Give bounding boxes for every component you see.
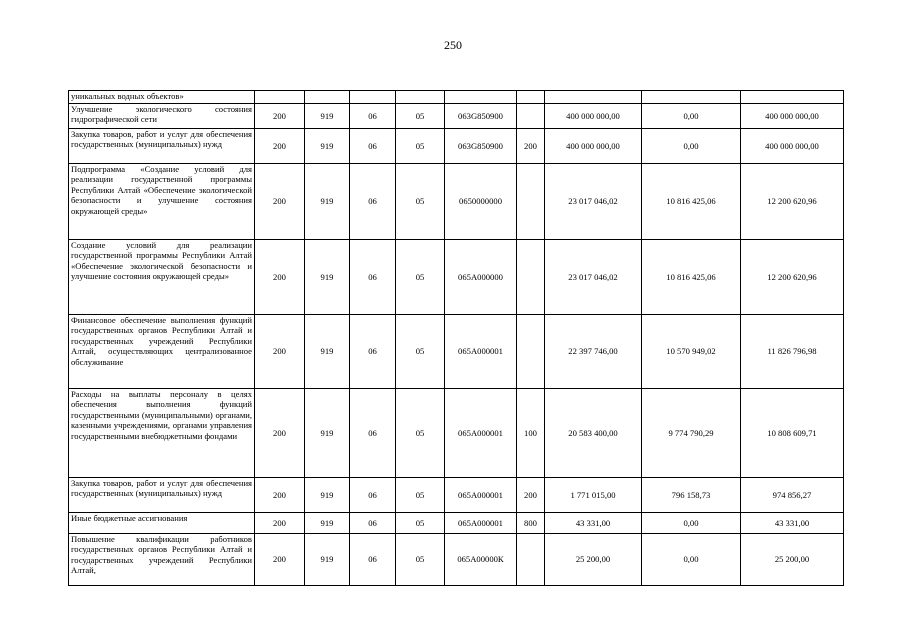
amount-total-cell: 400 000 000,00 — [545, 104, 642, 129]
section-code-cell: 06 — [350, 104, 396, 129]
row-description: уникальных водных объектов» — [69, 91, 255, 104]
expense-type-cell — [517, 164, 545, 240]
amount-total-cell: 1 771 015,00 — [545, 478, 642, 513]
subsection-code-cell: 05 — [396, 129, 445, 164]
target-article-cell: 0650000000 — [445, 164, 517, 240]
table-row — [69, 513, 844, 534]
amount-total-cell: 400 000 000,00 — [545, 129, 642, 164]
amount-remaining-cell: 10 808 609,71 — [741, 389, 844, 478]
target-article-cell: 063G850900 — [445, 104, 517, 129]
row-description: Подпрограмма «Создание условий для реализации государственной программы Республики Алтай «Обеспечение экологической безопасности и улучшение состояния окружающей среды» — [69, 164, 255, 240]
grbs-cell: 200 — [255, 129, 305, 164]
expense-type-cell: 100 — [517, 389, 545, 478]
subsection-code-cell: 05 — [396, 104, 445, 129]
amount-executed-cell: 10 816 425,06 — [642, 164, 741, 240]
target-article-cell: 065А000000 — [445, 240, 517, 315]
grbs-cell: 200 — [255, 315, 305, 389]
amount-total-cell: 22 397 746,00 — [545, 315, 642, 389]
amount-remaining-cell: 25 200,00 — [741, 534, 844, 586]
subsection-code-cell: 05 — [396, 389, 445, 478]
row-description: Расходы на выплаты персоналу в целях обеспечения выполнения функций государственными (муниципальными) органами, казенными учреждениями, органами управления государственными внебюджетными фондами — [69, 389, 255, 478]
table-row — [69, 478, 844, 513]
amount-remaining-cell: 400 000 000,00 — [741, 104, 844, 129]
expense-type-cell: 200 — [517, 478, 545, 513]
amount-executed-cell — [642, 91, 741, 104]
expense-type-cell — [517, 91, 545, 104]
amount-remaining-cell: 974 856,27 — [741, 478, 844, 513]
amount-executed-cell: 796 158,73 — [642, 478, 741, 513]
amount-total-cell — [545, 91, 642, 104]
row-description: Иные бюджетные ассигнования — [69, 513, 255, 534]
table-row — [69, 91, 844, 104]
grbs-cell: 200 — [255, 513, 305, 534]
expense-type-cell — [517, 104, 545, 129]
target-article-cell: 065А000001 — [445, 389, 517, 478]
row-description: Закупка товаров, работ и услуг для обеспечения государственных (муниципальных) нужд — [69, 478, 255, 513]
expense-type-cell — [517, 315, 545, 389]
expense-type-cell: 800 — [517, 513, 545, 534]
table-row — [69, 240, 844, 315]
table-row — [69, 534, 844, 586]
department-code-cell: 919 — [305, 478, 350, 513]
subsection-code-cell — [396, 91, 445, 104]
amount-executed-cell: 0,00 — [642, 104, 741, 129]
target-article-cell: 065А000001 — [445, 315, 517, 389]
department-code-cell: 919 — [305, 164, 350, 240]
budget-table — [68, 90, 844, 586]
subsection-code-cell: 05 — [396, 478, 445, 513]
amount-executed-cell: 9 774 790,29 — [642, 389, 741, 478]
expense-type-cell: 200 — [517, 129, 545, 164]
page-number: 250 — [444, 38, 462, 52]
expense-type-cell — [517, 534, 545, 586]
target-article-cell — [445, 91, 517, 104]
amount-remaining-cell: 400 000 000,00 — [741, 129, 844, 164]
amount-executed-cell: 10 570 949,02 — [642, 315, 741, 389]
grbs-cell: 200 — [255, 104, 305, 129]
amount-remaining-cell: 11 826 796,98 — [741, 315, 844, 389]
table-row — [69, 164, 844, 240]
department-code-cell: 919 — [305, 534, 350, 586]
department-code-cell: 919 — [305, 389, 350, 478]
subsection-code-cell: 05 — [396, 240, 445, 315]
row-description: Финансовое обеспечение выполнения функций государственных органов Республики Алтай и государственных учреждений Республики Алтай, осуществляющих централизованное обслуживание — [69, 315, 255, 389]
section-code-cell: 06 — [350, 129, 396, 164]
grbs-cell: 200 — [255, 164, 305, 240]
target-article-cell: 065А000001 — [445, 513, 517, 534]
target-article-cell: 065А00000К — [445, 534, 517, 586]
row-description: Создание условий для реализации государственной программы Республики Алтай «Обеспечение экологической безопасности и улучшение состояния окружающей среды» — [69, 240, 255, 315]
table-row — [69, 389, 844, 478]
grbs-cell: 200 — [255, 478, 305, 513]
amount-total-cell: 23 017 046,02 — [545, 240, 642, 315]
department-code-cell: 919 — [305, 129, 350, 164]
amount-remaining-cell: 12 200 620,96 — [741, 164, 844, 240]
amount-total-cell: 23 017 046,02 — [545, 164, 642, 240]
department-code-cell: 919 — [305, 104, 350, 129]
department-code-cell: 919 — [305, 240, 350, 315]
target-article-cell: 063G850900 — [445, 129, 517, 164]
subsection-code-cell: 05 — [396, 513, 445, 534]
section-code-cell: 06 — [350, 478, 396, 513]
section-code-cell: 06 — [350, 240, 396, 315]
row-description: Повышение квалификации работников государственных органов Республики Алтай и государственных учреждений Республики Алтай, — [69, 534, 255, 586]
section-code-cell: 06 — [350, 389, 396, 478]
subsection-code-cell: 05 — [396, 164, 445, 240]
row-description: Улучшение экологического состояния гидрографической сети — [69, 104, 255, 129]
amount-remaining-cell: 43 331,00 — [741, 513, 844, 534]
amount-total-cell: 43 331,00 — [545, 513, 642, 534]
amount-executed-cell: 0,00 — [642, 534, 741, 586]
grbs-cell: 200 — [255, 240, 305, 315]
amount-total-cell: 25 200,00 — [545, 534, 642, 586]
amount-executed-cell: 0,00 — [642, 129, 741, 164]
amount-remaining-cell — [741, 91, 844, 104]
amount-total-cell: 20 583 400,00 — [545, 389, 642, 478]
grbs-cell: 200 — [255, 389, 305, 478]
section-code-cell: 06 — [350, 513, 396, 534]
grbs-cell — [255, 91, 305, 104]
department-code-cell: 919 — [305, 513, 350, 534]
target-article-cell: 065А000001 — [445, 478, 517, 513]
amount-executed-cell: 10 816 425,06 — [642, 240, 741, 315]
section-code-cell: 06 — [350, 164, 396, 240]
amount-executed-cell: 0,00 — [642, 513, 741, 534]
grbs-cell: 200 — [255, 534, 305, 586]
section-code-cell: 06 — [350, 315, 396, 389]
table-row — [69, 315, 844, 389]
amount-remaining-cell: 12 200 620,96 — [741, 240, 844, 315]
expense-type-cell — [517, 240, 545, 315]
subsection-code-cell: 05 — [396, 315, 445, 389]
table-row — [69, 129, 844, 164]
department-code-cell: 919 — [305, 315, 350, 389]
section-code-cell: 06 — [350, 534, 396, 586]
row-description: Закупка товаров, работ и услуг для обеспечения государственных (муниципальных) нужд — [69, 129, 255, 164]
department-code-cell — [305, 91, 350, 104]
subsection-code-cell: 05 — [396, 534, 445, 586]
section-code-cell — [350, 91, 396, 104]
table-row — [69, 104, 844, 129]
